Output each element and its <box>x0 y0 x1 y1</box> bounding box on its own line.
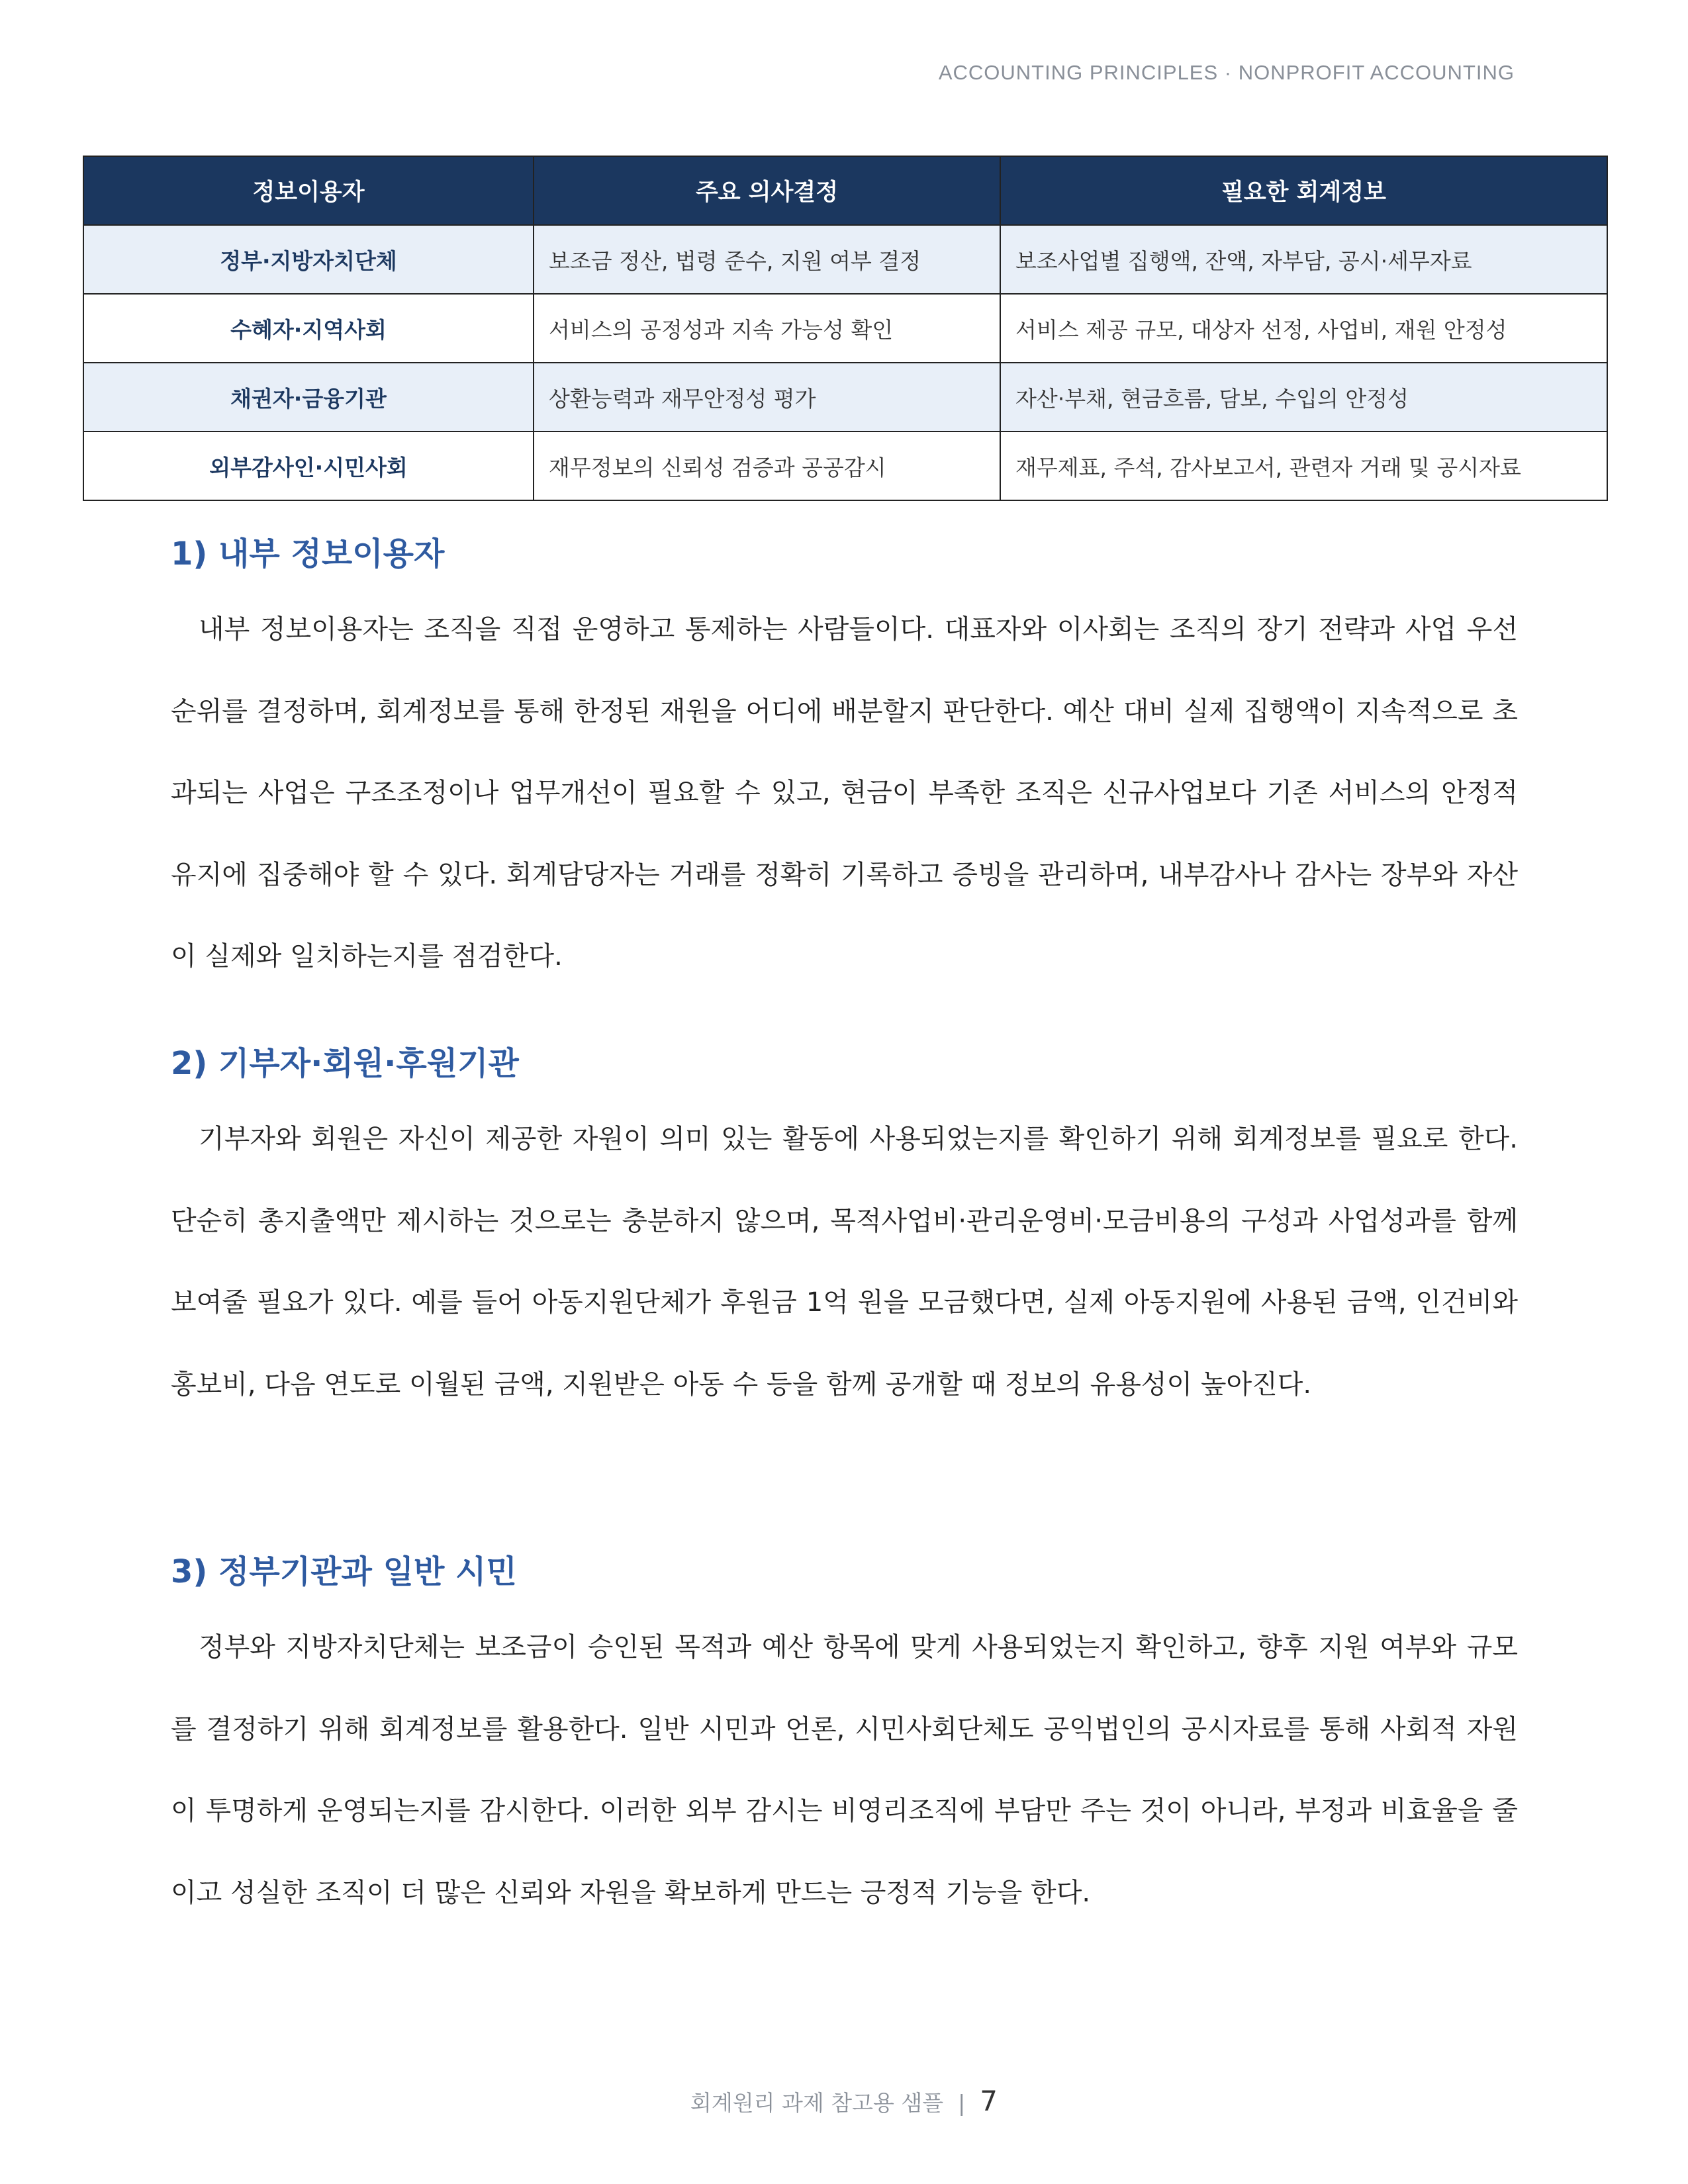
section-heading: 1) 내부 정보이용자 <box>171 535 445 572</box>
table-cell-info: 서비스 제공 규모, 대상자 선정, 사업비, 재원 안정성 <box>1000 294 1607 363</box>
table-cell-user: 채권자·금융기관 <box>83 363 534 432</box>
footer-separator: | <box>958 2090 966 2116</box>
section-government-citizens <box>171 1550 1518 1934</box>
section-donors <box>171 1042 1518 1426</box>
table-cell-decision: 재무정보의 신뢰성 검증과 공공감시 <box>534 432 1000 500</box>
footer-text: 회계원리 과제 참고용 샘플 <box>690 2090 944 2116</box>
column-header: 주요 의사결정 <box>534 156 1000 225</box>
table-row <box>83 294 1607 363</box>
table-cell-user: 수혜자·지역사회 <box>83 294 534 363</box>
table-cell-info: 자산·부채, 현금흐름, 담보, 수입의 안정성 <box>1000 363 1607 432</box>
page-number: 7 <box>980 2085 998 2117</box>
table-row <box>83 363 1607 432</box>
section-body: 정부와 지방자치단체는 보조금이 승인된 목적과 예산 항목에 맞게 사용되었는지 확인하고, 향후 지원 여부와 규모를 결정하기 위해 회계정보를 활용한다. 일반 시민과 언론, 시민사회단체도 공익법인의 공시자료를 통해 사회적 자원이 투명하게 운영되는지를 감시한다. 이러한 외부 감시는 비영리조직에 부담만 주는 것이 아니라, 부정과 비효율을 줄이고 성실한 조직이 더 많은 신뢰와 자원을 확보하게 만드는 긍정적 기능을 한다. <box>171 1632 1518 1908</box>
table-row <box>83 432 1607 500</box>
table-header-row <box>83 156 1607 225</box>
table-cell-user: 외부감사인·시민사회 <box>83 432 534 500</box>
table-cell-user: 정부·지방자치단체 <box>83 225 534 294</box>
section-body: 내부 정보이용자는 조직을 직접 운영하고 통제하는 사람들이다. 대표자와 이사회는 조직의 장기 전략과 사업 우선순위를 결정하며, 회계정보를 통해 한정된 재원을 어디에 배분할지 판단한다. 예산 대비 실제 집행액이 지속적으로 초과되는 사업은 구조조정이나 업무개선이 필요할 수 있고, 현금이 부족한 조직은 신규사업보다 기존 서비스의 안정적 유지에 집중해야 할 수 있다. 회계담당자는 거래를 정확히 기록하고 증빙을 관리하며, 내부감사나 감사는 장부와 자산이 실제와 일치하는지를 점검한다. <box>171 614 1518 972</box>
section-internal-users <box>171 532 1518 998</box>
table-row <box>83 225 1607 294</box>
page-footer <box>0 2085 1688 2117</box>
section-heading: 2) 기부자·회원·후원기관 <box>171 1045 519 1082</box>
section-heading: 3) 정부기관과 일반 시민 <box>171 1553 517 1590</box>
table-cell-decision: 서비스의 공정성과 지속 가능성 확인 <box>534 294 1000 363</box>
table-cell-decision: 상환능력과 재무안정성 평가 <box>534 363 1000 432</box>
info-user-table <box>83 156 1608 501</box>
table-cell-info: 보조사업별 집행액, 잔액, 자부담, 공시·세무자료 <box>1000 225 1607 294</box>
table-cell-info: 재무제표, 주석, 감사보고서, 관련자 거래 및 공시자료 <box>1000 432 1607 500</box>
column-header: 필요한 회계정보 <box>1000 156 1607 225</box>
table-cell-decision: 보조금 정산, 법령 준수, 지원 여부 결정 <box>534 225 1000 294</box>
section-body: 기부자와 회원은 자신이 제공한 자원이 의미 있는 활동에 사용되었는지를 확인하기 위해 회계정보를 필요로 한다. 단순히 총지출액만 제시하는 것으로는 충분하지 않으며, 목적사업비·관리운영비·모금비용의 구성과 사업성과를 함께 보여줄 필요가 있다. 예를 들어 아동지원단체가 후원금 1억 원을 모금했다면, 실제 아동지원에 사용된 금액, 인건비와 홍보비, 다음 연도로 이월된 금액, 지원받은 아동 수 등을 함께 공개할 때 정보의 유용성이 높아진다. <box>171 1124 1518 1400</box>
running-header: ACCOUNTING PRINCIPLES · NONPROFIT ACCOUNTING <box>938 61 1515 84</box>
column-header: 정보이용자 <box>83 156 534 225</box>
